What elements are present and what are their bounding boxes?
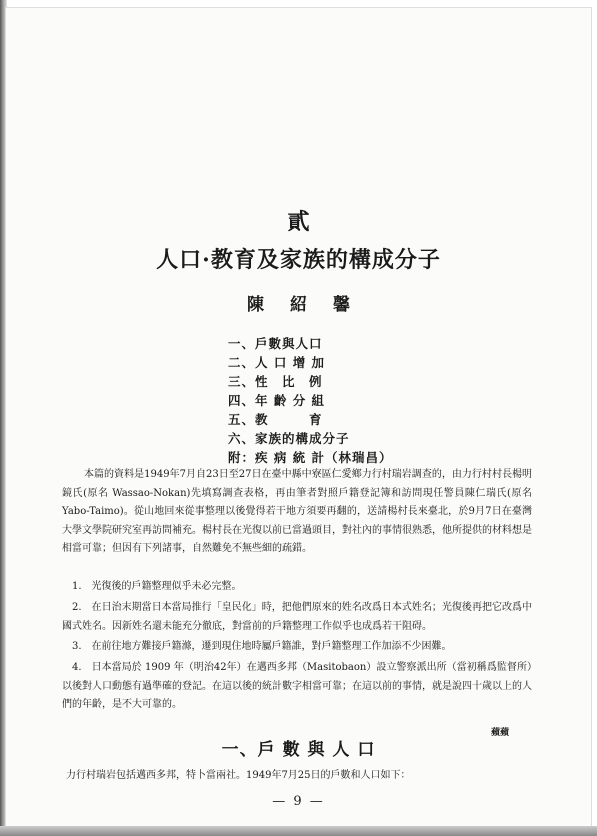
toc-item: 三、性 比 例 bbox=[228, 374, 323, 389]
author-name: 陳紹馨 bbox=[247, 295, 376, 315]
toc-item: 四、年 齡 分 組 bbox=[228, 393, 326, 408]
section-first-line: 力行村瑞岩包括邁西多邦，特卜當兩社。1949年7月25日的戶數和人口如下： bbox=[66, 770, 411, 781]
toc-item: 二、人 口 增 加 bbox=[228, 355, 326, 370]
section-heading: 一、戶 數 與 人 口 bbox=[221, 740, 376, 760]
note-item: 2. 在日治末期當日本當局推行「皇民化」時，把他們原來的姓名改爲日本式姓名；光復後再把它改爲中國式姓名。因新姓名還未能充分徹底，對當前的戶籍整理工作似乎也成爲若干阻碍。 bbox=[62, 602, 532, 632]
toc-item: 五、教 育 bbox=[228, 412, 323, 427]
margin-stamp: 蘋蘋 bbox=[491, 728, 510, 738]
toc-item: 附：疾 病 統 計（林瑞昌） bbox=[228, 450, 393, 465]
page-number: — 9 — bbox=[272, 794, 325, 809]
table-of-contents bbox=[228, 334, 398, 467]
note-item: 1. 光復後的戶籍整理似乎未必完整。 bbox=[72, 581, 242, 592]
toc-item: 一、戶數與人口 bbox=[228, 336, 323, 351]
chapter-title: 人口·教育及家族的構成分子 bbox=[156, 247, 441, 273]
intro-paragraph: 本篇的資料是1949年7月自23日至27日在臺中縣中寮區仁愛鄉力行村瑞岩調查的，由力行村村長楊明鏡氏(原名 Wassao-Nokan)先填寫調查表格，再由筆者對照戶籍登記簿和訪問現任警員陳仁瑞氏(原名 Yabo-Taimo)。從山地回來從事整理以後覺得若干地方須要再翻的，送請楊村長來臺北，於9月7日在臺灣大學文學院研究室再訪問補充。楊村長在光復以前已當過頭目，對社內的事情很熟悉，他所提供的材料想是相當可靠；但因有下列諸事，自然難免不無些細的疏錯。 bbox=[62, 469, 532, 554]
toc-item: 六、家族的構成分子 bbox=[228, 431, 350, 446]
page-bottom-shadow bbox=[0, 826, 597, 836]
chapter-number: 貳 bbox=[287, 209, 310, 235]
note-item: 4. 日本當局於 1909 年（明治42年）在邁西多邦（Masitobaon）設立警察派出所（當初稱爲監督所）以後對人口動態有過準確的登記。在這以後的統計數字相當可靠；在這以前的事情，就是說四十歲以上的人們的年齡，是不大可靠的。 bbox=[62, 662, 532, 710]
note-item: 3. 在前往地方難接戶籍滌，遷到現住地時屬戶籍誰，對戶籍整理工作加添不少困難。 bbox=[72, 641, 452, 652]
